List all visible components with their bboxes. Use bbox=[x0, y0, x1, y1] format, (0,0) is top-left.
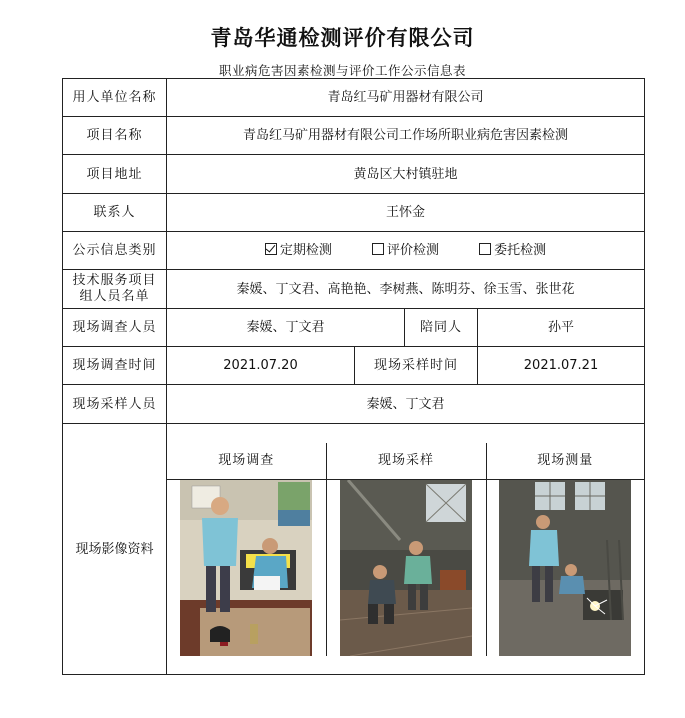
category-option-commissioned[interactable] bbox=[479, 242, 546, 259]
images-cell bbox=[167, 424, 645, 675]
row-sampling-staff bbox=[63, 385, 645, 424]
row-category bbox=[63, 232, 645, 270]
image-cell-sampling bbox=[326, 479, 486, 656]
survey-photo bbox=[180, 480, 312, 656]
contact-value: 王怀金 bbox=[167, 194, 645, 232]
category-option-periodic[interactable] bbox=[265, 242, 332, 259]
category-option-label: 委托检测 bbox=[494, 243, 547, 258]
contact-label: 联系人 bbox=[63, 194, 167, 232]
image-cell-survey bbox=[167, 479, 326, 656]
category-option-evaluation[interactable] bbox=[372, 242, 439, 259]
sampling-photo bbox=[340, 480, 472, 656]
team-value: 秦媛、丁文君、高艳艳、李树燕、陈明芬、徐玉雪、张世花 bbox=[167, 270, 645, 309]
measurement-photo bbox=[499, 480, 631, 656]
image-header-survey: 现场调查 bbox=[167, 443, 326, 480]
category-options bbox=[167, 232, 645, 270]
category-label: 公示信息类别 bbox=[63, 232, 167, 270]
project-value: 青岛红马矿用器材有限公司工作场所职业病危害因素检测 bbox=[167, 117, 645, 155]
company-title: 青岛华通检测评价有限公司 bbox=[210, 26, 475, 50]
form-subtitle: 职业病危害因素检测与评价工作公示信息表 bbox=[218, 63, 466, 78]
sampling-staff-value: 秦媛、丁文君 bbox=[167, 385, 645, 424]
survey-time-label: 现场调查时间 bbox=[63, 347, 167, 385]
checkbox-empty-icon bbox=[372, 243, 384, 255]
row-times bbox=[63, 347, 645, 385]
image-header-sampling: 现场采样 bbox=[326, 443, 486, 480]
project-label: 项目名称 bbox=[63, 117, 167, 155]
row-address bbox=[63, 155, 645, 194]
images-label: 现场影像资料 bbox=[63, 424, 167, 675]
row-project bbox=[63, 117, 645, 155]
row-team bbox=[63, 270, 645, 309]
category-option-label: 定期检测 bbox=[279, 243, 332, 258]
category-option-label: 评价检测 bbox=[387, 243, 440, 258]
team-label: 技术服务项目组人员名单 bbox=[63, 270, 167, 309]
escort-value: 孙平 bbox=[478, 309, 645, 347]
survey-time-value: 2021.07.20 bbox=[167, 347, 355, 385]
address-label: 项目地址 bbox=[63, 155, 167, 194]
survey-staff-label: 现场调查人员 bbox=[63, 309, 167, 347]
sampling-time-value: 2021.07.21 bbox=[478, 347, 645, 385]
image-cell-measurement bbox=[486, 479, 644, 656]
sampling-staff-label: 现场采样人员 bbox=[63, 385, 167, 424]
images-grid bbox=[167, 443, 644, 656]
row-employer bbox=[63, 79, 645, 117]
employer-value: 青岛红马矿用器材有限公司 bbox=[167, 79, 645, 117]
checkbox-empty-icon bbox=[479, 243, 491, 255]
employer-label: 用人单位名称 bbox=[63, 79, 167, 117]
row-images bbox=[63, 424, 645, 675]
row-contact bbox=[63, 194, 645, 232]
image-header-measurement: 现场测量 bbox=[486, 443, 644, 480]
row-survey-staff bbox=[63, 309, 645, 347]
survey-staff-value: 秦媛、丁文君 bbox=[167, 309, 405, 347]
address-value: 黄岛区大村镇驻地 bbox=[167, 155, 645, 194]
sampling-time-label: 现场采样时间 bbox=[355, 347, 478, 385]
disclosure-table bbox=[62, 78, 645, 675]
escort-label: 陪同人 bbox=[405, 309, 478, 347]
checkbox-checked-icon bbox=[265, 243, 277, 255]
